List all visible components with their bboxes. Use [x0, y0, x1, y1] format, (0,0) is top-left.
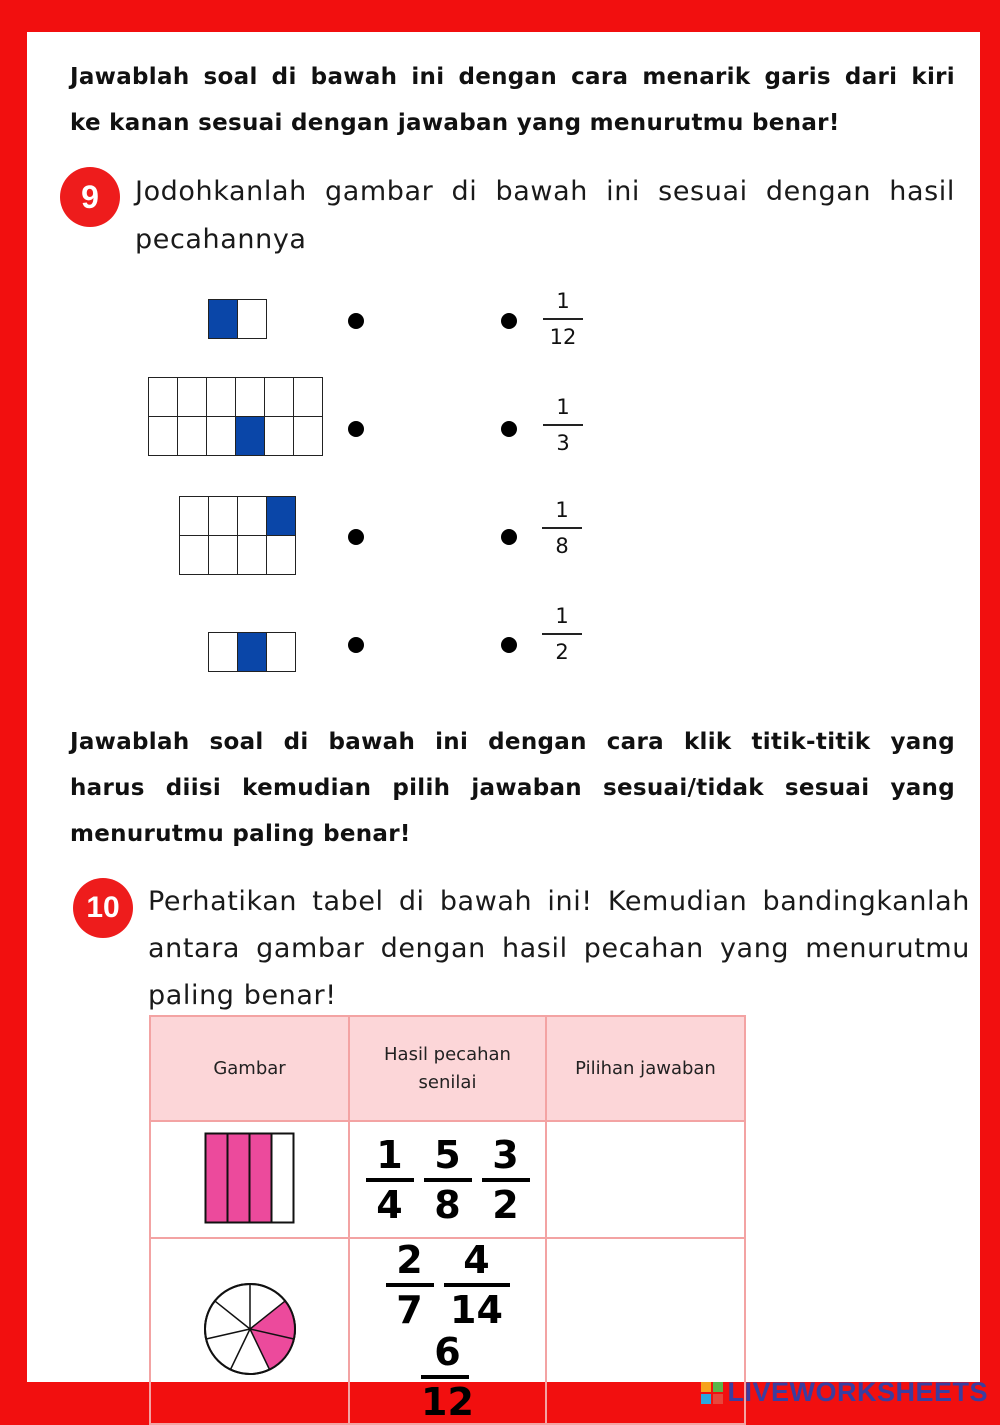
liveworksheets-logo: [701, 1377, 988, 1408]
fraction-option: [543, 288, 583, 350]
answer-select-cell[interactable]: [546, 1121, 745, 1238]
fraction: [366, 1134, 414, 1226]
right-match-dot[interactable]: [501, 313, 517, 329]
question-number-badge: 10: [73, 878, 133, 938]
fractions-cell: [349, 1238, 546, 1424]
fractions-cell: [349, 1121, 546, 1238]
picture-cell: [150, 1238, 349, 1424]
fraction-bar: [543, 424, 583, 426]
denominator: 12: [421, 1380, 474, 1424]
fraction: [421, 1331, 474, 1423]
numerator: 4: [463, 1238, 490, 1282]
numerator: 1: [555, 498, 569, 522]
right-match-dot[interactable]: [501, 529, 517, 545]
fraction-option: [542, 603, 582, 665]
denominator: 4: [376, 1182, 403, 1227]
question-number-badge: 9: [60, 167, 120, 227]
right-match-dot[interactable]: [501, 421, 517, 437]
table-row: [150, 1238, 745, 1424]
denominator: 8: [555, 534, 569, 558]
question-10-text: Perhatikan tabel di bawah ini! Kemudian bandingkanlah antara gambar dengan hasil pecahan yang menurutmu paling benar!: [148, 886, 970, 1011]
fraction-option: [543, 394, 583, 456]
numerator: 6: [434, 1330, 461, 1374]
instruction-line: Jawablah soal di bawah ini dengan cara klik titik-titik yang: [70, 729, 955, 755]
header-gambar: Gambar: [150, 1016, 349, 1121]
picture-1-of-8: [179, 496, 296, 575]
answer-table: [149, 1015, 746, 1425]
table-header-row: [150, 1016, 745, 1121]
fraction-bar: [424, 1178, 472, 1182]
denominator: 7: [396, 1288, 423, 1332]
picture-cell: [150, 1121, 349, 1238]
instruction-line: ke kanan sesuai dengan jawaban yang menurutmu benar!: [70, 110, 840, 136]
fraction-bar: [386, 1283, 434, 1287]
numerator: 1: [376, 1132, 403, 1177]
denominator: 3: [556, 431, 570, 455]
left-match-dot[interactable]: [348, 313, 364, 329]
numerator: 1: [556, 395, 570, 419]
numerator: 2: [396, 1238, 423, 1282]
fraction-bar: [542, 527, 582, 529]
right-match-dot[interactable]: [501, 637, 517, 653]
question-9-text: Jodohkanlah gambar di bawah ini sesuai dengan hasil pecahannya: [135, 176, 955, 255]
instruction-line: Jawablah soal di bawah ini dengan cara menarik garis dari kiri: [70, 64, 955, 90]
numerator: 3: [492, 1132, 519, 1177]
fraction: [444, 1239, 510, 1331]
numerator: 1: [555, 604, 569, 628]
fraction-bar: [444, 1283, 510, 1287]
denominator: 8: [434, 1182, 461, 1227]
instruction-line: menurutmu paling benar!: [70, 821, 411, 847]
denominator: 12: [549, 325, 577, 349]
numerator: 1: [556, 289, 570, 313]
fraction-bar: [543, 318, 583, 320]
brand-text: LIVEWORKSHEETS: [727, 1377, 988, 1407]
left-match-dot[interactable]: [348, 637, 364, 653]
header-pilihan-jawaban: Pilihan jawaban: [546, 1016, 745, 1121]
fraction-bar: [542, 633, 582, 635]
fraction-option: [542, 497, 582, 559]
picture-1-of-12: [148, 377, 323, 456]
left-match-dot[interactable]: [348, 421, 364, 437]
picture-1-of-2: [208, 299, 267, 339]
instructions-select-answer: [70, 719, 955, 857]
denominator: 2: [492, 1182, 519, 1227]
fraction: [482, 1134, 530, 1226]
rectangle-3-of-4-picture: [204, 1132, 296, 1224]
logo-icon: [701, 1382, 723, 1404]
table-row: [150, 1121, 745, 1238]
circle-2-of-7-picture: [202, 1281, 298, 1377]
instruction-line: harus diisi kemudian pilih jawaban sesuai/tidak sesuai yang: [70, 775, 955, 801]
fraction-bar: [421, 1375, 469, 1379]
fraction: [386, 1239, 434, 1331]
fraction: [424, 1134, 472, 1226]
numerator: 5: [434, 1132, 461, 1177]
fraction-bar: [366, 1178, 414, 1182]
fraction-bar: [482, 1178, 530, 1182]
header-hasil-pecahan: Hasil pecahan senilai: [349, 1016, 546, 1121]
left-match-dot[interactable]: [348, 529, 364, 545]
denominator: 2: [555, 640, 569, 664]
denominator: 14: [450, 1288, 503, 1332]
picture-1-of-3: [208, 632, 296, 672]
instructions-drag-lines: [70, 54, 955, 146]
